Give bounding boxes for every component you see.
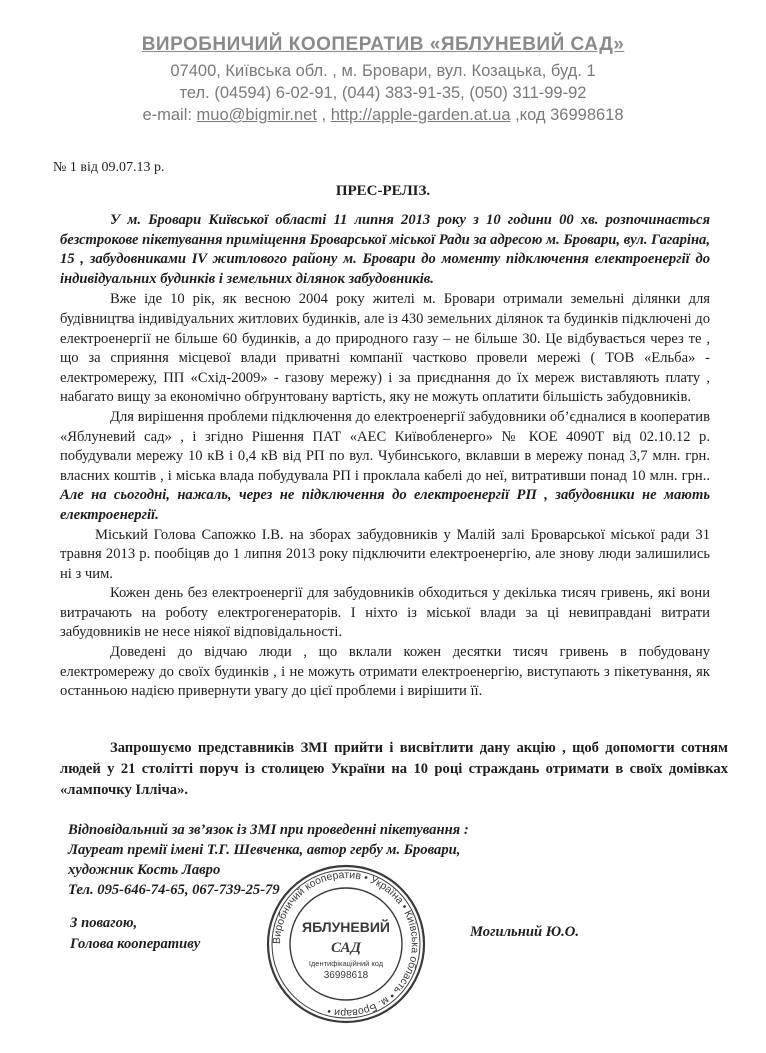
paragraph-2-text: Для вирішення проблеми підключення до електроенергії забудовники об’єдналися в кооператив «Яблуневий сад» , і згідно Рішення ПАТ «АЕС Київобленерго» № КОЕ 4090Т від 02.10.12 р. побудували мережу 10 кВ і 0,4 кВ від РП по вул. Чубинського, вклавши в мережу понад 3,7 млн. грн. власних коштів , і міська влада побудувала РП і проклала кабелі до неї, витративши понад 10 млн. грн.. xyxy=(60,408,710,484)
closing-block xyxy=(70,913,200,955)
stamp-ring-text: Виробничий кооператив • Україна • Київська область • м. Бровари • xyxy=(270,868,422,1020)
document-body xyxy=(60,211,710,702)
stamp-code-label: Ідентифікаційний код xyxy=(308,959,384,968)
media-invitation xyxy=(60,738,728,801)
paragraph-2 xyxy=(60,408,710,526)
document-number: № 1 від 09.07.13 р. xyxy=(53,160,165,175)
email-link[interactable]: muo@bigmir.net xyxy=(196,106,317,124)
cooperative-stamp xyxy=(264,862,428,1026)
stamp-center-text-2: САД xyxy=(331,940,361,956)
contact-line-laureate: Лауреат премії імені Т.Г. Шевченка, автор гербу м. Бровари, xyxy=(68,842,461,858)
signer-name: Могильний Ю.О. xyxy=(470,924,579,940)
closing-regards: З повагою, xyxy=(70,915,138,931)
organization-phones: тел. (04594) 6-02-91, (044) 383-91-35, (050) 311-99-92 xyxy=(179,84,587,102)
contact-line-artist: художник Кость Лавро xyxy=(68,862,221,878)
letterhead xyxy=(0,34,766,126)
organization-contacts xyxy=(0,104,766,126)
contact-line-responsible: Відповідальний за зв’язок із ЗМІ при проведенні пікетування : xyxy=(68,822,469,838)
document-title: ПРЕС-РЕЛІЗ. xyxy=(335,183,431,199)
website-link[interactable]: http://apple-garden.at.ua xyxy=(330,106,511,124)
paragraph-4: Кожен день без електроенергії для забудовників обходиться у декілька тисяч гривень, які вони витрачають на роботу електрогенераторів. І ніхто із міської влади за ці невиправдані витрати забудовників не несе ніякої відповідальності. xyxy=(60,585,710,641)
paragraph-1: Вже іде 10 рік, як весною 2004 року жителі м. Бровари отримали земельні ділянки для будівництва індивідуальних житлових будинків, але із 430 земельних ділянок та будинків підключені до електроенергії не більше 60 будинків, а до природного газу – не більше 30. Це відбувається через те , що за сприяння місцевої влади приватні компанії частково провели мережі ( ТОВ «Ельба» - електромережу, ПП «Схід-2009» - газову мережу) і за приєднання до їх мереж виставляють плату , набагато вищу за економічно обґрунтовану вартість, яку не можуть оплатити більшість забудовників. xyxy=(60,291,710,406)
email-prefix: e-mail: xyxy=(142,106,197,124)
lead-paragraph: У м. Бровари Київської області 11 липня 2013 року з 10 години 00 хв. розпочинається безстрокове пікетування приміщення Броварської міської Ради за адресою м. Бровари, вул. Гагаріна, 15 , забудовниками IV житлового району м. Бровари до моменту підключення електроенергії до індивідуальних будинків і земельних ділянок забудовників. xyxy=(60,212,710,287)
contact-line-phone: Тел. 095-646-74-65, 067-739-25-79 xyxy=(68,882,280,898)
stamp-code: 36998618 xyxy=(323,970,369,981)
organization-address: 07400, Київська обл. , м. Бровари, вул. Козацька, буд. 1 xyxy=(170,62,596,80)
organization-code: ,код 36998618 xyxy=(510,106,624,124)
organization-name: ВИРОБНИЧИЙ КООПЕРАТИВ «ЯБЛУНЕВИЙ САД» xyxy=(141,34,625,55)
stamp-center-text: ЯБЛУНЕВИЙ xyxy=(302,919,390,935)
invitation-text: Запрошуємо представників ЗМІ прийти і висвітлити дану акцію , щоб допомогти сотням людей у 21 столітті поруч із столицею України на 10 році страждань отримати в своїх домівках «лампочку Ілліча». xyxy=(60,740,728,798)
paragraph-5: Доведені до відчаю люди , що вклали кожен десятки тисяч гривень в побудовану електромережу до своїх будинків , і не можуть отримати електроенергію, виступають з пікетування, як останньою надією привернути увагу до цієї проблеми і вирішити її. xyxy=(60,644,710,700)
url-prefix: , xyxy=(316,106,331,124)
closing-position: Голова кооперативу xyxy=(70,936,201,952)
paragraph-2-emphasis: Але на сьогодні, нажаль, через не підключення до електроенергії РП , забудовники не мають електроенергії. xyxy=(60,487,710,523)
paragraph-3: Міський Голова Сапожко І.В. на зборах забудовників у Малій залі Броварської міської ради 31 травня 2013 р. пообіцяв до 1 липня 2013 року підключити електроенергію, але знову люди залишились ні з чим. xyxy=(60,526,710,582)
